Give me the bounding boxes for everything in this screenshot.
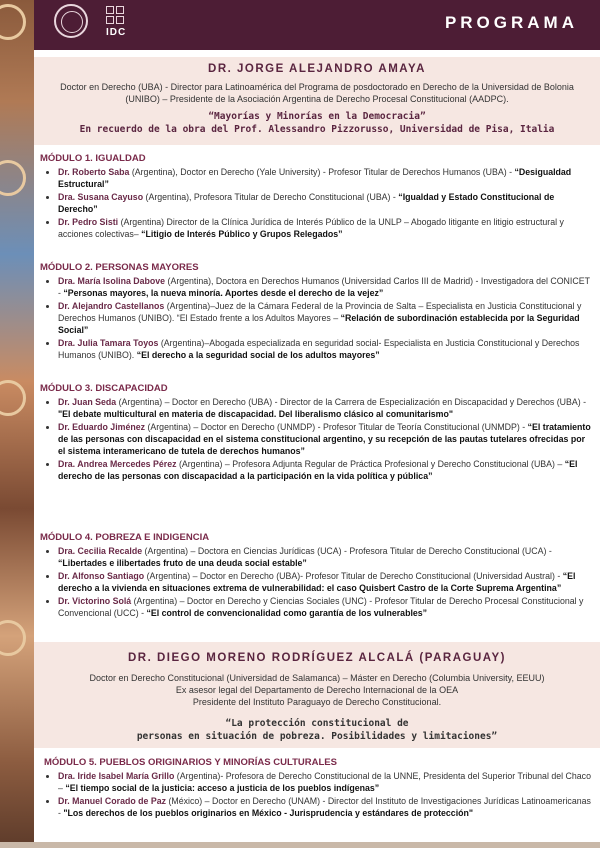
list-item: • Dr. Pedro Sisti (Argentina) Director de la Clínica Jurídica de Interés Público de la UNLP – Abogado litigante en litigio estructural y acciones colectivas– “Litigio de Interés Público y Grupos Relegados” [58, 216, 592, 240]
keynote-2-talk-line-1: “La protección constitucional de [225, 718, 409, 729]
list-item: • Dra. Iride Isabel María Grillo (Argentina)- Profesora de Derecho Constitucional de la UNNE, Presidenta del Superior Tribunal del Chaco – “El tiempo social de la justicia: acceso a justicia de los pueblos indígenas” [58, 770, 592, 794]
keynote-1 [34, 57, 600, 145]
module-5 [40, 757, 592, 820]
ornament-icon [0, 620, 26, 656]
keynote-2-bio-2: Ex asesor legal del Departamento de Derecho Internacional de la OEA [175, 685, 459, 695]
idc-logo-text: IDC [106, 27, 127, 38]
idc-logo-icon [106, 6, 124, 24]
keynote-2-name: DR. DIEGO MORENO RODRÍGUEZ ALCALÁ (PARAGUAY) [128, 652, 506, 664]
ornament-icon [0, 4, 26, 40]
list-item: • Dra. Julia Tamara Toyos (Argentina)–Abogada especializada en seguridad social- Especialista en Justicia Constitucional y Derechos Humanos (UNIBO). “El derecho a la seguridad social de los adultos mayores” [58, 337, 592, 361]
decorative-architecture-strip [0, 0, 34, 848]
list-item: • Dra. María Isolina Dabove (Argentina), Doctora en Derechos Humanos (Universidad Carlos III de Madrid) - Investigadora del CONICET - “Personas mayores, la nueva minoría. Aportes desde el derecho de la vejez” [58, 275, 592, 299]
keynote-1-bio: Doctor en Derecho (UBA) - Director para Latinoamérica del Programa de posdoctorado en Derecho de la Universidad de Bolonia (UNIBO) – Presidente de la Asociación Argentina de Derecho Procesal Constitucional (AADPC). [60, 82, 574, 104]
list-item: • Dr. Eduardo Jiménez (Argentina) – Doctor en Derecho (UNMDP) - Profesor Titular de Teoría Constitucional (UNMDP) - “El tratamiento de las personas con discapacidad en el sistema constitucional argentino, y su recepción de las pautas tutelares ofrecidas por el sistema interamericano de tutela de derechos humanos” [58, 421, 592, 457]
keynote-2-bio-3: Presidente del Instituto Paraguayo de Derecho Constitucional. [192, 697, 442, 707]
module-1 [40, 153, 592, 241]
list-item: • Dra. Susana Cayuso (Argentina), Profesora Titular de Derecho Constitucional (UBA) - “Igualdad y Estado Constitucional de Derecho” [58, 191, 592, 215]
keynote-2 [34, 642, 600, 748]
keynote-1-talk-subtitle: En recuerdo de la obra del Prof. Alessandro Pizzorusso, Universidad de Pisa, Italia [79, 124, 555, 135]
module-4 [40, 532, 592, 620]
list-item: • Dr. Victorino Solá (Argentina) – Doctor en Derecho y Ciencias Sociales (UNC) - Profesor Titular de Derecho Procesal Constitucional y Convencional (UCC) - “El control de convencionalidad como garantía de los vulnerables” [58, 595, 592, 619]
list-item: • Dra. Cecilia Recalde (Argentina) – Doctora en Ciencias Jurídicas (UCA) - Profesora Titular de Derecho Constitucional (UCA) - “Libertades e ilibertades fruto de una deuda social estable” [58, 545, 592, 569]
list-item: • Dr. Alejandro Castellanos (Argentina)–Juez de la Cámara Federal de la Provincia de Salta – Especialista en Justicia Constitucional y Derechos Humanos (UNIBO). “El Estado frente a los Adultos Mayores – “Relación de subordinación establecida por la Seguridad Social” [58, 300, 592, 336]
module-title: MÓDULO 2. PERSONAS MAYORES [40, 262, 199, 273]
list-item: • Dr. Alfonso Santiago (Argentina) – Doctor en Derecho (UBA)- Profesor Titular de Derecho Constitucional (Universidad Austral) - “El derecho a la vivienda en situaciones extrema de vulnerabilidad: el caso Quisbert Castro de la Corte Suprema Argentina” [58, 570, 592, 594]
module-title: MÓDULO 3. DISCAPACIDAD [40, 383, 168, 394]
module-title: MÓDULO 4. POBREZA E INDIGENCIA [40, 532, 210, 543]
keynote-1-name: DR. JORGE ALEJANDRO AMAYA [208, 63, 426, 75]
keynote-2-talk-line-2: personas en situación de pobreza. Posibilidades y limitaciones” [136, 731, 498, 742]
bottom-decoration [0, 842, 600, 848]
module-title: MÓDULO 5. PUEBLOS ORIGINARIOS Y MINORÍAS CULTURALES [44, 757, 337, 768]
page-title: PROGRAMA [444, 13, 578, 32]
header-bar [34, 0, 600, 50]
list-item: • Dr. Roberto Saba (Argentina), Doctor en Derecho (Yale University) - Profesor Titular de Derechos Humanos (UBA) - “Desigualdad Estructural” [58, 166, 592, 190]
module-title: MÓDULO 1. IGUALDAD [40, 153, 146, 164]
list-item: • Dra. Andrea Mercedes Pérez (Argentina) – Profesora Adjunta Regular de Práctica Profesional y Derecho Constitucional (UBA) – “El derecho de las personas con discapacidad a la participación en la vida política y pública” [58, 458, 592, 482]
keynote-1-talk-title: “Mayorías y Minorías en la Democracia” [208, 111, 426, 122]
ornament-icon [0, 160, 26, 196]
ornament-icon [0, 380, 26, 416]
list-item: • Dr. Juan Seda (Argentina) – Doctor en Derecho (UBA) - Director de la Carrera de Especialización en Discapacidad y Derechos (UBA) - "El debate multicultural en materia de discapacidad. Del liberalismo clásico al comunitarismo" [58, 396, 592, 420]
keynote-2-bio-1: Doctor en Derecho Constitucional (Universidad de Salamanca) – Máster en Derecho (Columbia University, EEUU) [89, 673, 545, 683]
list-item: • Dr. Manuel Corado de Paz (México) – Doctor en Derecho (UNAM) - Director del Instituto de Investigaciones Jurídicas Latinoamericanas - "Los derechos de los pueblos originarios en México - Jurisprudencia y estándares de protección" [58, 795, 592, 819]
module-2 [40, 262, 592, 362]
module-3 [40, 383, 592, 483]
university-seal-icon [54, 4, 88, 38]
